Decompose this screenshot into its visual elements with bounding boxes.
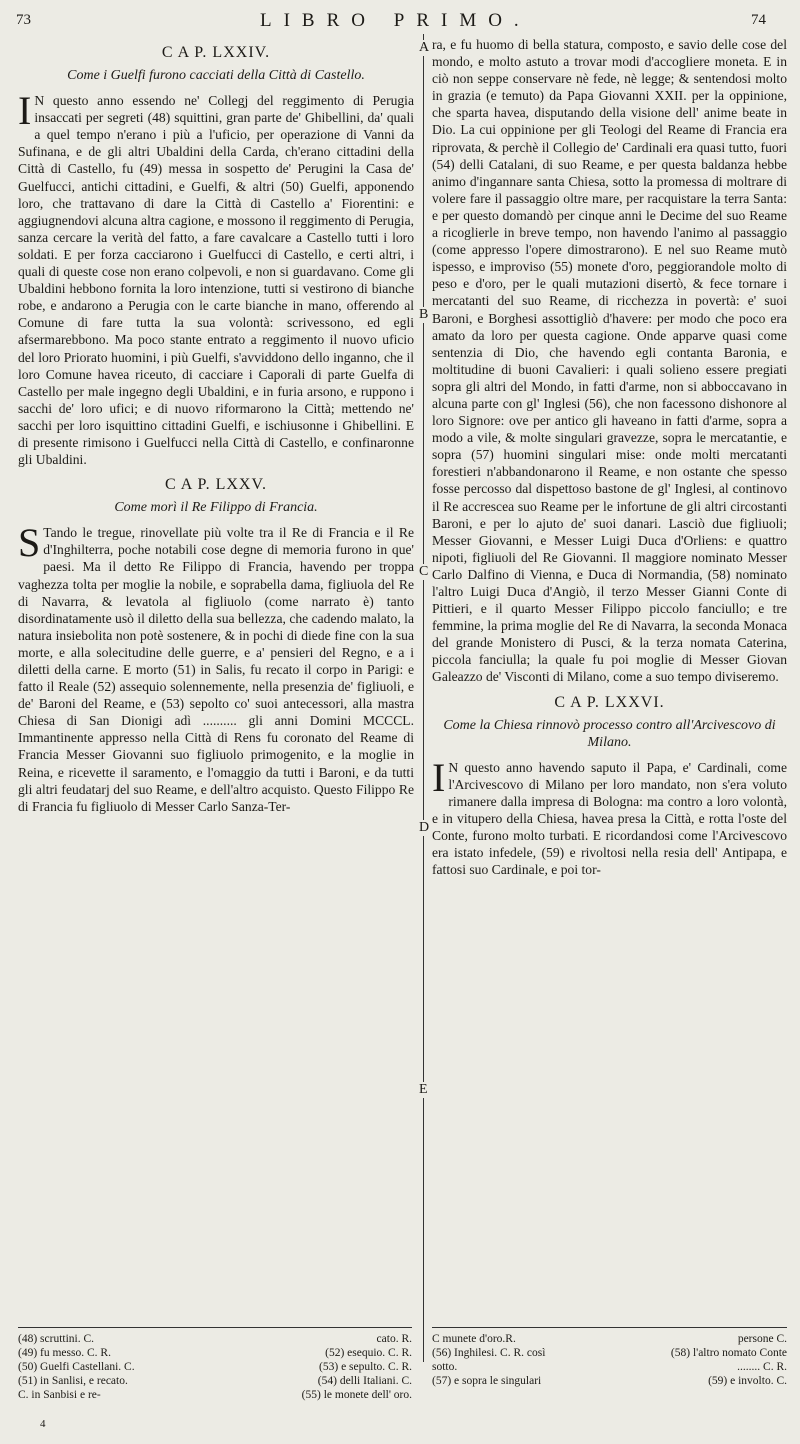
footnote: (57) e sopra le singulari [432,1375,542,1387]
right-column [432,36,787,886]
book-title: LIBRO PRIMO. [260,10,531,31]
page-number-right: 74 [751,12,766,28]
footnote: persone C. [737,1333,787,1345]
footnote: C. in Sanbisi e re- [18,1389,101,1401]
footnote: (52) esequio. C. R. [325,1347,412,1359]
footnote-row [432,1374,787,1388]
page-number-left: 73 [16,12,31,28]
chapter-74-text [18,88,414,468]
footnote: cato. R. [376,1333,412,1345]
margin-letter-e: E [419,1082,428,1097]
paragraph-body: N questo anno essendo ne' Collegj del reggimento di Perugia insaccati per segreti (48) squittini, gran parte de' Ghibellini, da' quali a quel tempo n'erano i più a l'uficio, per operazione di Vanni da Sufinana, e de gli altri Ubaldini della Carda, ch'erano cittadini della Città di Castello, fu (49) messa in sospetto de' Perugini la Casa de' Guelfucci, antichi cittadini, e Guelfi, & altri (50) Guelfi, apponendo loro, che trattavano di dare la Città di Castello a' Fiorentini: e aggiugnendovi alcuna altra cagione, e mossono il reggimento di Perugia, sanza cercare la verità del fatto, a fare cavalcare a Castello tutti i loro soldati. E per forza cacciarono i Guelfucci di Castello, e certi altri, i quali di queste cose non erano colpevoli, e non si guardavano. Come gli Ubaldini hebbono fornita la loro intenzione, tutti si vestirono di bianche robe, e andarono a Perugia con le carte bianche in mano, offerendo al Comune di fare tutta la sua volontà: scrivessono, ed egli afsermarebbono. Ma poco stante entrato a reggimento il nuovo uficio del loro Priorato huomini, i più Guelfi, s'avviddono dello inganno, che il loro Comune havea riceuto, di cacciare i Caporali di parte Guelfa di Castello per male ingegno degli Ubaldini, e in furia arsono, e ruppono i sacchi de' loro ufici; e di nuovo riformarono la Città; mettendo ne' sacchi per loro isquittino cittadini Guelfi, e ischiusonne i Ghibellini. E di presente rimisono i Guelfucci nella Città di Castello, e confinaronne gli Ubaldini. [18,93,414,468]
footnote: (49) fu messo. C. R. [18,1347,111,1359]
margin-letter-c: C [419,564,429,579]
footnote-row [432,1332,787,1346]
footnote: (58) l'altro nomato Conte [670,1347,787,1359]
footnote-row [18,1360,412,1374]
footnotes-left [18,1327,412,1402]
margin-letter-b: B [419,307,429,322]
footnote-row [18,1346,412,1360]
footnote-row [18,1374,412,1388]
footnote: C munete d'oro.R. [432,1333,516,1345]
footnote-row [432,1360,787,1374]
margin-letter-a: A [419,40,430,55]
chapter-subtitle-76: Come la Chiesa rinnovò processo contro all'Arcivescovo di Milano. [443,717,776,750]
footnote: (48) scruttini. C. [18,1333,95,1345]
running-header [0,10,800,34]
footnote-row [18,1332,412,1346]
chapter-75-continuation: ra, e fu huomo di bella statura, composto, e savio delle cose del mondo, e molto astuto a trovar modi d'accogliere moneta. E in ciò non seppe conservare nè fede, nè legge; & sentendosi molto in grazia (e temuto) da Papa Giovanni XXII. per la oppinione, che sparta havea, disputando della visione dell' anime beate in Dio. La cui oppinione per gli Teologi del Reame di Francia era riprovata, & perchè il Collegio de' Cardinali era quasi tutto, fuori (54) delli Catalani, di suo Reame, e per questa baldanza hebbe animo d'ingannare santa Chiesa, sotto la promessa di moltrare di volere fare il passaggio oltre mare, per racquistare la terra Santa: e per questo domandò per cinque anni le Decime del suo Reame a ricoglierle in breve tempo, non havendo l'animo al passaggio (come appresso l'opere dimostrarono). E nel suo Reame mutò ispesso, e improviso (55) monete d'oro, peggiorandole molto di peso e d'oro, per le quali mutazioni disertò, & fece tornare i mercatanti del suo Reame, di ricchezza in povertà: e' suoi Baroni, e Borghesi assottigliò d'havere: per modo che poco era amato da loro per questa cagione. Onde apparve quasi come sentenzia di Dio, che havendo egli contanta Baronia, e moltitudine di buoni Cavalieri: i quali solieno essere pregiati sopra gli altri del Mondo, in fatti d'arme, non si abboccavano in alcuna parte con gl' Inglesi (56), che non facessono dishonore al loro Signore: ove per antico gli haveano in fatti d'arme, sopra a modo a vile, & molte singulari gravezze, sopra le mercatantie, e sopra (57) huomini singulari mise: onde molti mercatanti forestieri n'abbandonarono il Reame, e non ostante che spesso fosse percosso dal dispettoso bastone de gl' Inglesi, al continovo il Re accrescea suo Reame per le infortune de gli altri circostanti Baroni, e per lo ajuto de' suoi danari. Lasciò due figliuoli; Messer Giovanni, e Messer Luigi Duca d'Orliens: e quattro nipoti, figliuoli del Re Giovanni. Il maggiore nominato Messer Carlo Dalfino di Vienna, e Duca di Normandia, (58) nominato l'altro Luigi Duca d'Angiò, il terzo Messer Gianni Conte di Pittieri, e il quarto Messer Filippo piccolo fanciullo; e tre femmine, la prima moglie del Re di Navarra, la seconda Monaca del grande Monistero di Pusci, & la terza nomata Caterina, piccola fanciulla; la quale fu poi moglie di Messer Giovan Galeazzo de' Visconti di Milano, come a suo tempo diviseremo. [432,37,787,685]
paragraph-body: N questo anno havendo saputo il Papa, e' Cardinali, come l'Arcivescovo di Milano per loro mandato, non s'era voluto rimanere dalla impresa di Bologna: ma contro a loro volontà, e in vitupero della Chiesa, havea presa la Città, e rotta l'oste del Conte, furono molto turbati. E ricordandosi come l'Arcivescovo era istato infedele, (59) e rivoltosi nella resia dell' Antipapa, e fattosi suo Cardinale, e poi tor- [432,759,787,878]
drop-cap: I [432,754,446,800]
footnote: (56) Inghilesi. C. R. così [432,1347,546,1359]
paragraph-body: Tando le tregue, rinovellate più volte tra il Re di Francia e il Re d'Inghilterra, poche notabili cose degne di memoria furono in que' paesi. Ma il detto Re Filippo di Francia, havendo per troppa vaghezza tolta per moglie la nobile, e soprabella dama, figliuola del Re di Navarra, & levatola al figliuolo (come narrato è) tanto disordinatamente usò il diletto della sua bellezza, che cadendo malato, la natura insiebolita non potè sostenere, & in pochi di diede fine con la sua morte, e alla solecitudine delle guerre, e a' pensieri del Regno, e a i diletti della carne. E morto (51) in Salis, fu recato il corpo in Parigi: e fatto il Reale (52) assequio solennemente, nella presenzia de' figliuoli, e de' Baroni del Reame, e (53) sepolto co' suoi antecessori, alla mastra Chiesa di San Dionigi adì .......... gli anni Domini MCCCL. Immantinente appresso nella Città di Rens fu coronato del Reame di Francia Messer Giovanni suo figliuolo primogenito, e la moglie in Reina, e ricevette il saramento, e l'omaggio da tutti i Baroni, e da tutti gli altri feudatarj del suo Reame, e dell'altro acquisto. Questo Filippo Re di Francia fu figliuolo di Messer Carlo Sanza-Ter- [18,525,414,814]
footnote-row [18,1388,412,1402]
chapter-subtitle-74: Come i Guelfi furono cacciati della Città di Castello. [67,68,365,84]
left-column [18,36,414,823]
footnote: (53) e sepulto. C. R. [319,1361,412,1373]
footnote: (55) le monete dell' oro. [301,1389,412,1401]
chapter-heading-75: C A P. LXXV. [165,476,267,494]
footnote: (54) delli Italiani. C. [317,1375,412,1387]
footnote: ........ C. R. [737,1361,787,1373]
footnote: sotto. [432,1361,458,1373]
drop-cap: I [18,88,32,134]
footnote-row [432,1346,787,1360]
margin-letter-d: D [419,820,430,835]
page-signature-mark: 4 [40,1418,46,1430]
chapter-subtitle-75: Come morì il Re Filippo di Francia. [114,500,318,516]
chapter-75-text [18,520,414,815]
chapter-heading-74: C A P. LXXIV. [161,44,271,61]
footnotes-right [432,1327,787,1388]
column-divider [423,34,424,1362]
chapter-heading-76: C A P. LXXVI. [554,693,665,711]
footnote: (59) e involto. C. [708,1375,787,1387]
chapter-76-text [432,754,787,879]
footnote: (51) in Sanlisi, e recato. [18,1375,128,1387]
drop-cap: S [18,520,41,566]
footnote: (50) Guelfi Castellani. C. [18,1361,135,1373]
